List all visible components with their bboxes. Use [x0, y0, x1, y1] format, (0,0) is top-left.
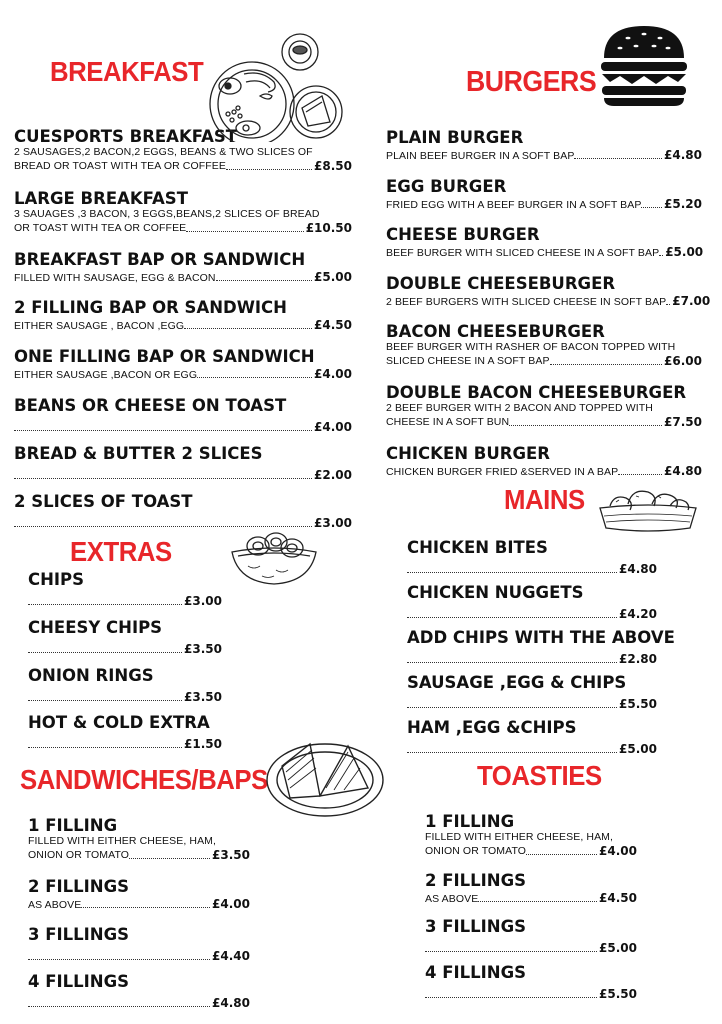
dot-leader	[226, 168, 312, 170]
dot-leader	[28, 603, 182, 605]
dot-leader	[407, 616, 617, 618]
item-price: £4.80	[619, 562, 657, 576]
dot-leader	[550, 363, 662, 365]
breakfast-heading: BREAKFAST	[50, 56, 204, 87]
menu-item	[407, 538, 657, 576]
dot-leader	[641, 206, 662, 208]
item-name: ADD CHIPS WITH THE ABOVE	[407, 628, 675, 647]
burger-icon	[598, 22, 690, 108]
menu-item	[28, 570, 222, 608]
item-price: £2.80	[619, 652, 657, 666]
item-name: BREAD & BUTTER 2 SLICES	[14, 444, 263, 463]
onion-rings-bowl-illustration	[228, 530, 320, 586]
menu-item	[28, 666, 222, 704]
menu-item	[386, 444, 702, 478]
item-name: HAM ,EGG &CHIPS	[407, 718, 577, 737]
item-price: £4.20	[619, 607, 657, 621]
item-price: £4.00	[314, 367, 352, 381]
item-name: 2 FILLINGS	[425, 871, 527, 890]
menu-item	[28, 972, 250, 1010]
menu-item	[386, 177, 702, 211]
item-name: 4 FILLINGS	[425, 963, 527, 982]
item-price: £7.50	[664, 414, 702, 429]
item-price: £3.50	[184, 642, 222, 656]
item-price: £4.80	[664, 148, 702, 162]
menu-item	[14, 492, 352, 530]
breakfast-plate-illustration	[204, 30, 344, 142]
item-description: ONION OR TOMATO	[425, 845, 527, 857]
menu-item	[386, 225, 702, 259]
menu-item	[386, 274, 711, 308]
sandwiches-heading: SANDWICHES/BAPS	[20, 764, 268, 795]
item-price: £4.80	[212, 996, 250, 1010]
item-name: 1 FILLING	[425, 812, 515, 831]
item-price: £2.00	[314, 468, 352, 482]
item-name: 3 FILLINGS	[425, 917, 527, 936]
menu-item	[14, 444, 352, 482]
dot-leader	[618, 473, 662, 475]
item-name: CHEESE BURGER	[386, 225, 540, 244]
dot-leader	[197, 376, 312, 378]
item-description: 2 BEEF BURGERS WITH SLICED CHEESE IN SOFT BAP	[386, 295, 667, 308]
item-price: £10.50	[305, 220, 352, 235]
menu-item	[386, 383, 702, 429]
item-description: BEEF BURGER WITH RASHER OF BACON TOPPED WITH	[386, 341, 676, 353]
item-name: PLAIN BURGER	[386, 128, 524, 147]
dot-leader	[425, 950, 597, 952]
menu-item	[407, 673, 657, 711]
dot-leader	[659, 254, 663, 256]
item-price: £4.50	[599, 891, 637, 905]
item-name: SAUSAGE ,EGG & CHIPS	[407, 673, 627, 692]
item-description: FILLED WITH SAUSAGE, EGG & BACON	[14, 271, 216, 284]
item-price: £4.50	[314, 318, 352, 332]
menu-item	[14, 298, 352, 332]
dot-leader	[407, 751, 617, 753]
item-price: £5.00	[599, 941, 637, 955]
item-name: ONION RINGS	[28, 666, 154, 685]
item-description: EITHER SAUSAGE ,BACON OR EGG	[14, 368, 198, 381]
item-name: DOUBLE BACON CHEESEBURGER	[386, 383, 687, 402]
item-description: BEEF BURGER WITH SLICED CHEESE IN A SOFT BAP	[386, 246, 660, 259]
sandwich-plate-illustration	[264, 736, 386, 818]
item-price: £5.00	[619, 742, 657, 756]
item-price: £4.00	[212, 897, 250, 911]
item-name: CUESPORTS BREAKFAST	[14, 127, 238, 146]
dot-leader	[129, 857, 210, 859]
dot-leader	[509, 424, 662, 426]
item-description: 3 SAUAGES ,3 BACON, 3 EGGS,BEANS,2 SLICES OF BREAD	[14, 208, 320, 220]
dot-leader	[14, 429, 312, 431]
menu-item	[386, 322, 702, 368]
dot-leader	[425, 996, 597, 998]
menu-item	[28, 816, 250, 862]
extras-heading: EXTRAS	[70, 536, 172, 567]
item-name: 3 FILLINGS	[28, 925, 130, 944]
item-description: 2 SAUSAGES,2 BACON,2 EGGS, BEANS & TWO SLICES OF	[14, 146, 313, 158]
dot-leader	[407, 706, 617, 708]
item-description: 2 BEEF BURGER WITH 2 BACON AND TOPPED WITH	[386, 402, 653, 414]
item-name: ONE FILLING BAP OR SANDWICH	[14, 347, 315, 366]
item-price: £4.80	[664, 464, 702, 478]
item-price: £3.50	[184, 690, 222, 704]
item-name: 4 FILLINGS	[28, 972, 130, 991]
item-price: £3.50	[212, 847, 250, 862]
item-name: DOUBLE CHEESEBURGER	[386, 274, 616, 293]
item-name: CHICKEN NUGGETS	[407, 583, 584, 602]
mains-heading: MAINS	[504, 484, 585, 515]
item-price: £3.00	[314, 516, 352, 530]
menu-item	[407, 628, 675, 666]
item-name: BREAKFAST BAP OR SANDWICH	[14, 250, 306, 269]
chicken-basket-illustration	[596, 484, 700, 534]
dot-leader	[28, 651, 182, 653]
menu-item	[14, 396, 352, 434]
menu-item	[407, 583, 657, 621]
dot-leader	[14, 525, 312, 527]
dot-leader	[526, 853, 597, 855]
item-price: £5.50	[619, 697, 657, 711]
item-description: CHEESE IN A SOFT BUN	[386, 416, 510, 428]
dot-leader	[407, 661, 617, 663]
item-description: ONION OR TOMATO	[28, 849, 130, 861]
menu-item	[28, 713, 222, 751]
item-name: LARGE BREAKFAST	[14, 189, 188, 208]
item-description: SLICED CHEESE IN A SOFT BAP	[386, 355, 550, 367]
item-name: 2 FILLING BAP OR SANDWICH	[14, 298, 287, 317]
item-description: OR TOAST WITH TEA OR COFFEE	[14, 222, 187, 234]
dot-leader	[28, 746, 182, 748]
toasties-heading: TOASTIES	[477, 760, 602, 791]
item-price: £4.00	[314, 420, 352, 434]
item-price: £5.00	[665, 245, 704, 259]
item-description: PLAIN BEEF BURGER IN A SOFT BAP	[386, 149, 575, 162]
item-name: CHICKEN BURGER	[386, 444, 550, 463]
item-price: £5.00	[314, 270, 352, 284]
item-name: CHIPS	[28, 570, 85, 589]
menu-item	[425, 917, 637, 955]
dot-leader	[216, 279, 312, 281]
menu-item	[28, 618, 222, 656]
item-price: £3.00	[184, 594, 222, 608]
item-price: £1.50	[184, 737, 222, 751]
item-name: 2 SLICES OF TOAST	[14, 492, 193, 511]
item-name: HOT & COLD EXTRA	[28, 713, 210, 732]
dot-leader	[81, 906, 210, 908]
item-name: EGG BURGER	[386, 177, 507, 196]
item-price: £8.50	[314, 158, 352, 173]
menu-item	[14, 250, 352, 284]
item-description: FILLED WITH EITHER CHEESE, HAM,	[28, 835, 217, 847]
item-price: £5.50	[599, 987, 637, 1001]
menu-item	[28, 877, 250, 911]
menu-item	[14, 189, 352, 235]
item-name: BEANS OR CHEESE ON TOAST	[14, 396, 287, 415]
burgers-heading: BURGERS	[466, 66, 597, 98]
item-name: 2 FILLINGS	[28, 877, 130, 896]
dot-leader	[186, 230, 303, 232]
dot-leader	[407, 571, 617, 573]
dot-leader	[28, 699, 182, 701]
item-price: £7.00	[672, 294, 711, 308]
item-name: CHEESY CHIPS	[28, 618, 163, 637]
menu-item	[386, 128, 702, 162]
menu-item	[425, 871, 637, 905]
dot-leader	[666, 303, 670, 305]
menu-item	[425, 812, 637, 858]
item-name: CHICKEN BITES	[407, 538, 548, 557]
dot-leader	[184, 327, 312, 329]
dot-leader	[14, 477, 312, 479]
menu-item	[407, 718, 657, 756]
menu-item	[425, 963, 637, 1001]
menu-item	[14, 347, 352, 381]
item-name: BACON CHEESEBURGER	[386, 322, 605, 341]
item-price: £4.40	[212, 949, 250, 963]
dot-leader	[478, 900, 597, 902]
menu-item	[28, 925, 250, 963]
dot-leader	[28, 1005, 210, 1007]
item-description: AS ABOVE	[425, 892, 479, 905]
item-price: £4.00	[599, 843, 637, 858]
item-description: CHICKEN BURGER FRIED &SERVED IN A BAP	[386, 465, 619, 478]
item-description: AS ABOVE	[28, 898, 82, 911]
dot-leader	[28, 958, 210, 960]
item-price: £6.00	[664, 353, 702, 368]
item-name: 1 FILLING	[28, 816, 118, 835]
dot-leader	[574, 157, 662, 159]
item-description: BREAD OR TOAST WITH TEA OR COFFEE	[14, 160, 226, 172]
item-description: FRIED EGG WITH A BEEF BURGER IN A SOFT BAP	[386, 198, 642, 211]
item-description: EITHER SAUSAGE , BACON ,EGG	[14, 319, 185, 332]
item-price: £5.20	[664, 197, 702, 211]
item-description: FILLED WITH EITHER CHEESE, HAM,	[425, 831, 614, 843]
